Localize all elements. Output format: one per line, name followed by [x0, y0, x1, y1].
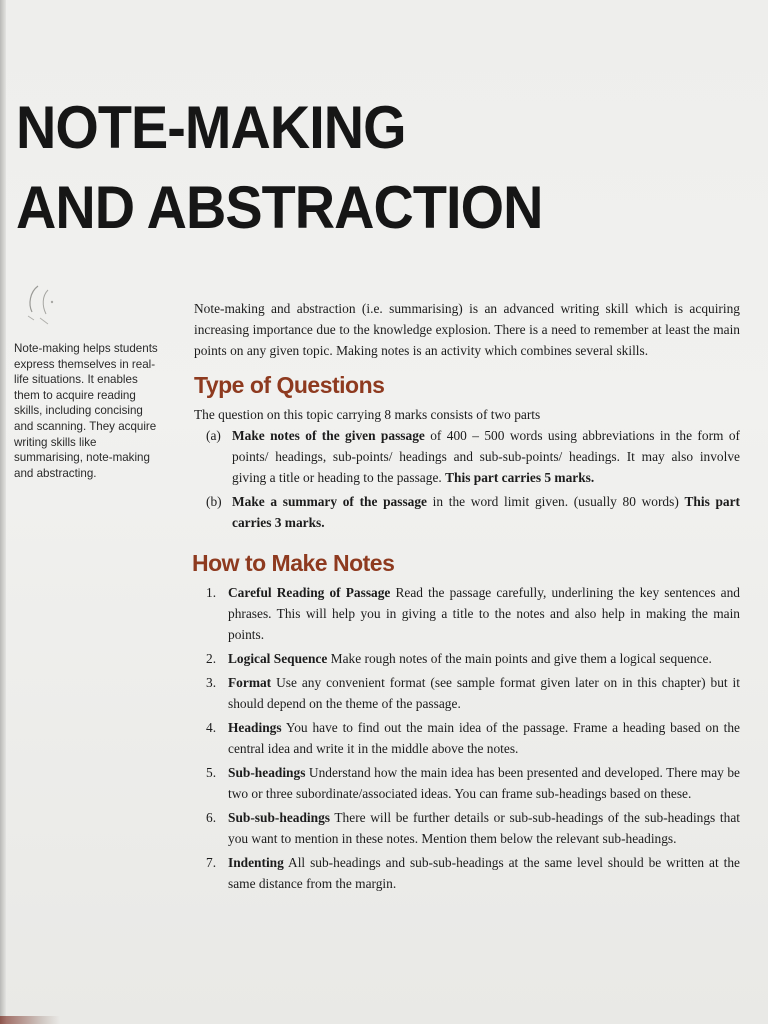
item-label: (a) — [206, 428, 221, 443]
step-number: 7. — [206, 855, 217, 870]
page-binding-edge — [0, 0, 6, 1024]
step-text: Use any convenient format (see sample format given later on in this chapter) but it should depend on the theme of the passage. — [228, 675, 740, 711]
step-text: All sub-headings and sub-sub-headings at the same level should be written at the same distance from the margin. — [228, 855, 740, 891]
step-text: There will be further details or sub-sub-headings of the sub-headings that you want to mention in these notes. Mention them below the relevant sub-headings. — [228, 810, 740, 846]
item-label: (b) — [206, 494, 222, 509]
step-title: Careful Reading of Passage — [228, 585, 391, 600]
step-number: 4. — [206, 720, 217, 735]
step-number: 3. — [206, 675, 217, 690]
note-step-item — [194, 582, 740, 645]
main-column — [194, 298, 740, 897]
note-step-item — [194, 807, 740, 849]
step-text: Read the passage carefully, underlining the key sentences and phrases. This will help you in giving a title to the notes and also help in making the main points. — [228, 585, 740, 642]
note-step-item — [194, 717, 740, 759]
item-text: of 400 – 500 words using abbreviations in the form of points/ headings, sub-points/ headings and sub-sub-points/ headings. It may also involve giving a title or heading to the passage. — [232, 428, 740, 485]
step-title: Headings — [228, 720, 282, 735]
question-part-item — [194, 425, 740, 488]
item-text: in the word limit given. (usually 80 words) — [427, 494, 685, 509]
margin-doodle-icon — [20, 282, 60, 328]
chapter-title-line-1: NOTE-MAKING — [16, 94, 406, 161]
step-text: You have to find out the main idea of the passage. Frame a heading based on the central idea and write it in the middle above the notes. — [228, 720, 740, 756]
note-step-item — [194, 672, 740, 714]
step-text: Understand how the main idea has been presented and developed. There may be two or three subordinate/associated ideas. You can frame sub-headings based on these. — [228, 765, 740, 801]
chapter-title — [16, 88, 542, 248]
item-bold-lead: Make notes of the given passage — [232, 428, 425, 443]
step-title: Format — [228, 675, 272, 690]
item-bold-lead: Make a summary of the passage — [232, 494, 427, 509]
step-title: Logical Sequence — [228, 651, 328, 666]
step-title: Indenting — [228, 855, 284, 870]
margin-note: Note-making helps students express themselves in real-life situations. It enables them to acquire reading skills, including concising and scanning. They acquire writing skills like summarising, note-making and abstracting. — [14, 342, 158, 480]
questions-intro: The question on this topic carrying 8 marks consists of two parts — [194, 407, 541, 422]
note-step-item — [194, 762, 740, 804]
item-marks: This part carries 5 marks. — [445, 470, 595, 485]
step-text: Make rough notes of the main points and give them a logical sequence. — [327, 651, 712, 666]
step-number: 5. — [206, 765, 217, 780]
question-part-item — [194, 491, 740, 533]
section-heading-how-to-make-notes: How to Make Notes — [192, 550, 395, 576]
page-corner-mark — [0, 1016, 60, 1024]
note-step-item — [194, 852, 740, 894]
step-number: 6. — [206, 810, 217, 825]
step-number: 1. — [206, 585, 217, 600]
note-step-item — [194, 648, 740, 669]
section-heading-type-of-questions: Type of Questions — [194, 372, 385, 398]
question-parts-list — [194, 425, 740, 533]
item-marks: This part carries 3 marks. — [232, 494, 740, 530]
intro-paragraph: Note-making and abstraction (i.e. summarising) is an advanced writing skill which is acquiring increasing importance due to the knowledge explosion. There is a need to remember at least the main points on any given topic. Making notes is an activity which combines several skills. — [194, 301, 740, 358]
note-steps-list — [194, 582, 740, 894]
chapter-title-line-2: AND ABSTRACTION — [16, 174, 543, 241]
step-title: Sub-sub-headings — [228, 810, 330, 825]
step-number: 2. — [206, 651, 217, 666]
step-title: Sub-headings — [228, 765, 306, 780]
